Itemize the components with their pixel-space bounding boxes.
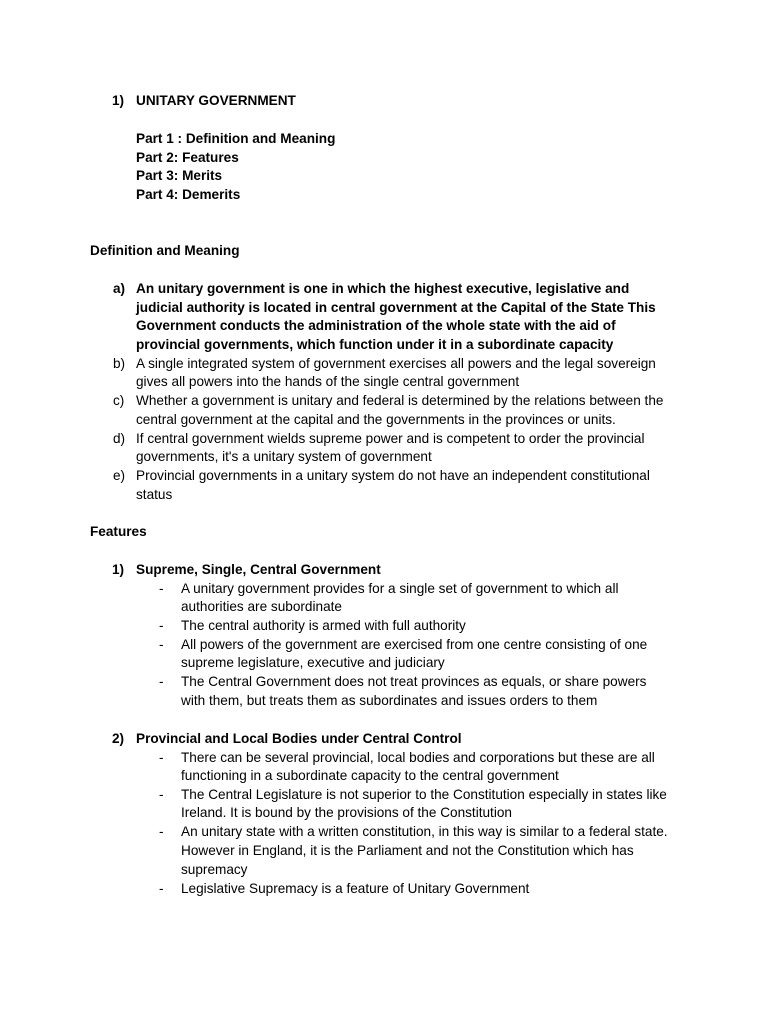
list-marker: c) — [113, 393, 125, 408]
definition-text: Government conducts the administration of the whole state with the aid of — [136, 318, 616, 333]
bullet-text: supreme legislature, executive and judiciary — [181, 655, 445, 670]
bullet-dash: - — [159, 674, 164, 689]
part-item: Part 4: Demerits — [136, 187, 241, 202]
list-marker: d) — [113, 431, 126, 446]
bullet-dash: - — [159, 881, 164, 896]
bullet-text: authorities are subordinate — [181, 599, 342, 614]
bullet-text: functioning in a subordinate capacity to the central government — [181, 768, 559, 783]
bullet-text: A unitary government provides for a single set of government to which all — [181, 581, 619, 596]
bullet-text: The central authority is armed with full authority — [181, 618, 466, 633]
bullet-dash: - — [159, 618, 164, 633]
definition-text: Whether a government is unitary and federal is determined by the relations between the — [136, 393, 664, 408]
bullet-text: with them, but treats them as subordinates and issues orders to them — [181, 693, 598, 708]
bullet-dash: - — [159, 787, 164, 802]
bullet-text: However in England, it is the Parliament and not the Constitution which has — [181, 843, 634, 858]
feature-number: 2) — [112, 731, 125, 746]
feature-title: Provincial and Local Bodies under Central Control — [136, 731, 462, 746]
definition-text: governments, it's a unitary system of government — [136, 449, 432, 464]
definition-text: An unitary government is one in which the highest executive, legislative and — [136, 281, 630, 296]
definition-text: judicial authority is located in central government at the Capital of the State This — [136, 300, 656, 315]
section-heading-definition: Definition and Meaning — [90, 243, 240, 258]
bullet-dash: - — [159, 750, 164, 765]
definition-text: A single integrated system of government exercises all powers and the legal sovereign — [136, 356, 656, 371]
bullet-text: Legislative Supremacy is a feature of Unitary Government — [181, 881, 530, 896]
definition-text: provincial governments, which function under it in a subordinate capacity — [136, 337, 614, 352]
part-item: Part 1 : Definition and Meaning — [136, 131, 336, 146]
definition-text: central government at the capital and the governments in the provinces or units. — [136, 412, 616, 427]
feature-number: 1) — [112, 562, 125, 577]
bullet-dash: - — [159, 824, 164, 839]
bullet-text: An unitary state with a written constitution, in this way is similar to a federal state. — [181, 824, 668, 839]
heading-number: 1) — [112, 93, 125, 108]
section-heading-features: Features — [90, 524, 147, 539]
definition-text: Provincial governments in a unitary system do not have an independent constitutional — [136, 468, 650, 483]
feature-title: Supreme, Single, Central Government — [136, 562, 381, 577]
definition-text: gives all powers into the hands of the single central government — [136, 374, 520, 389]
bullet-text: There can be several provincial, local bodies and corporations but these are all — [181, 750, 655, 765]
definition-text: status — [136, 487, 173, 502]
bullet-text: All powers of the government are exercised from one centre consisting of one — [181, 637, 648, 652]
bullet-text: supremacy — [181, 862, 248, 877]
bullet-dash: - — [159, 637, 164, 652]
bullet-text: The Central Government does not treat provinces as equals, or share powers — [181, 674, 647, 689]
part-item: Part 3: Merits — [136, 168, 223, 183]
bullet-text: Ireland. It is bound by the provisions of the Constitution — [181, 805, 512, 820]
list-marker: a) — [113, 281, 126, 296]
bullet-text: The Central Legislature is not superior to the Constitution especially in states like — [181, 787, 667, 802]
list-marker: e) — [113, 468, 126, 483]
part-item: Part 2: Features — [136, 150, 239, 165]
list-marker: b) — [113, 356, 126, 371]
document-title: UNITARY GOVERNMENT — [136, 93, 296, 108]
definition-text: If central government wields supreme power and is competent to order the provincial — [136, 431, 645, 446]
bullet-dash: - — [159, 581, 164, 596]
